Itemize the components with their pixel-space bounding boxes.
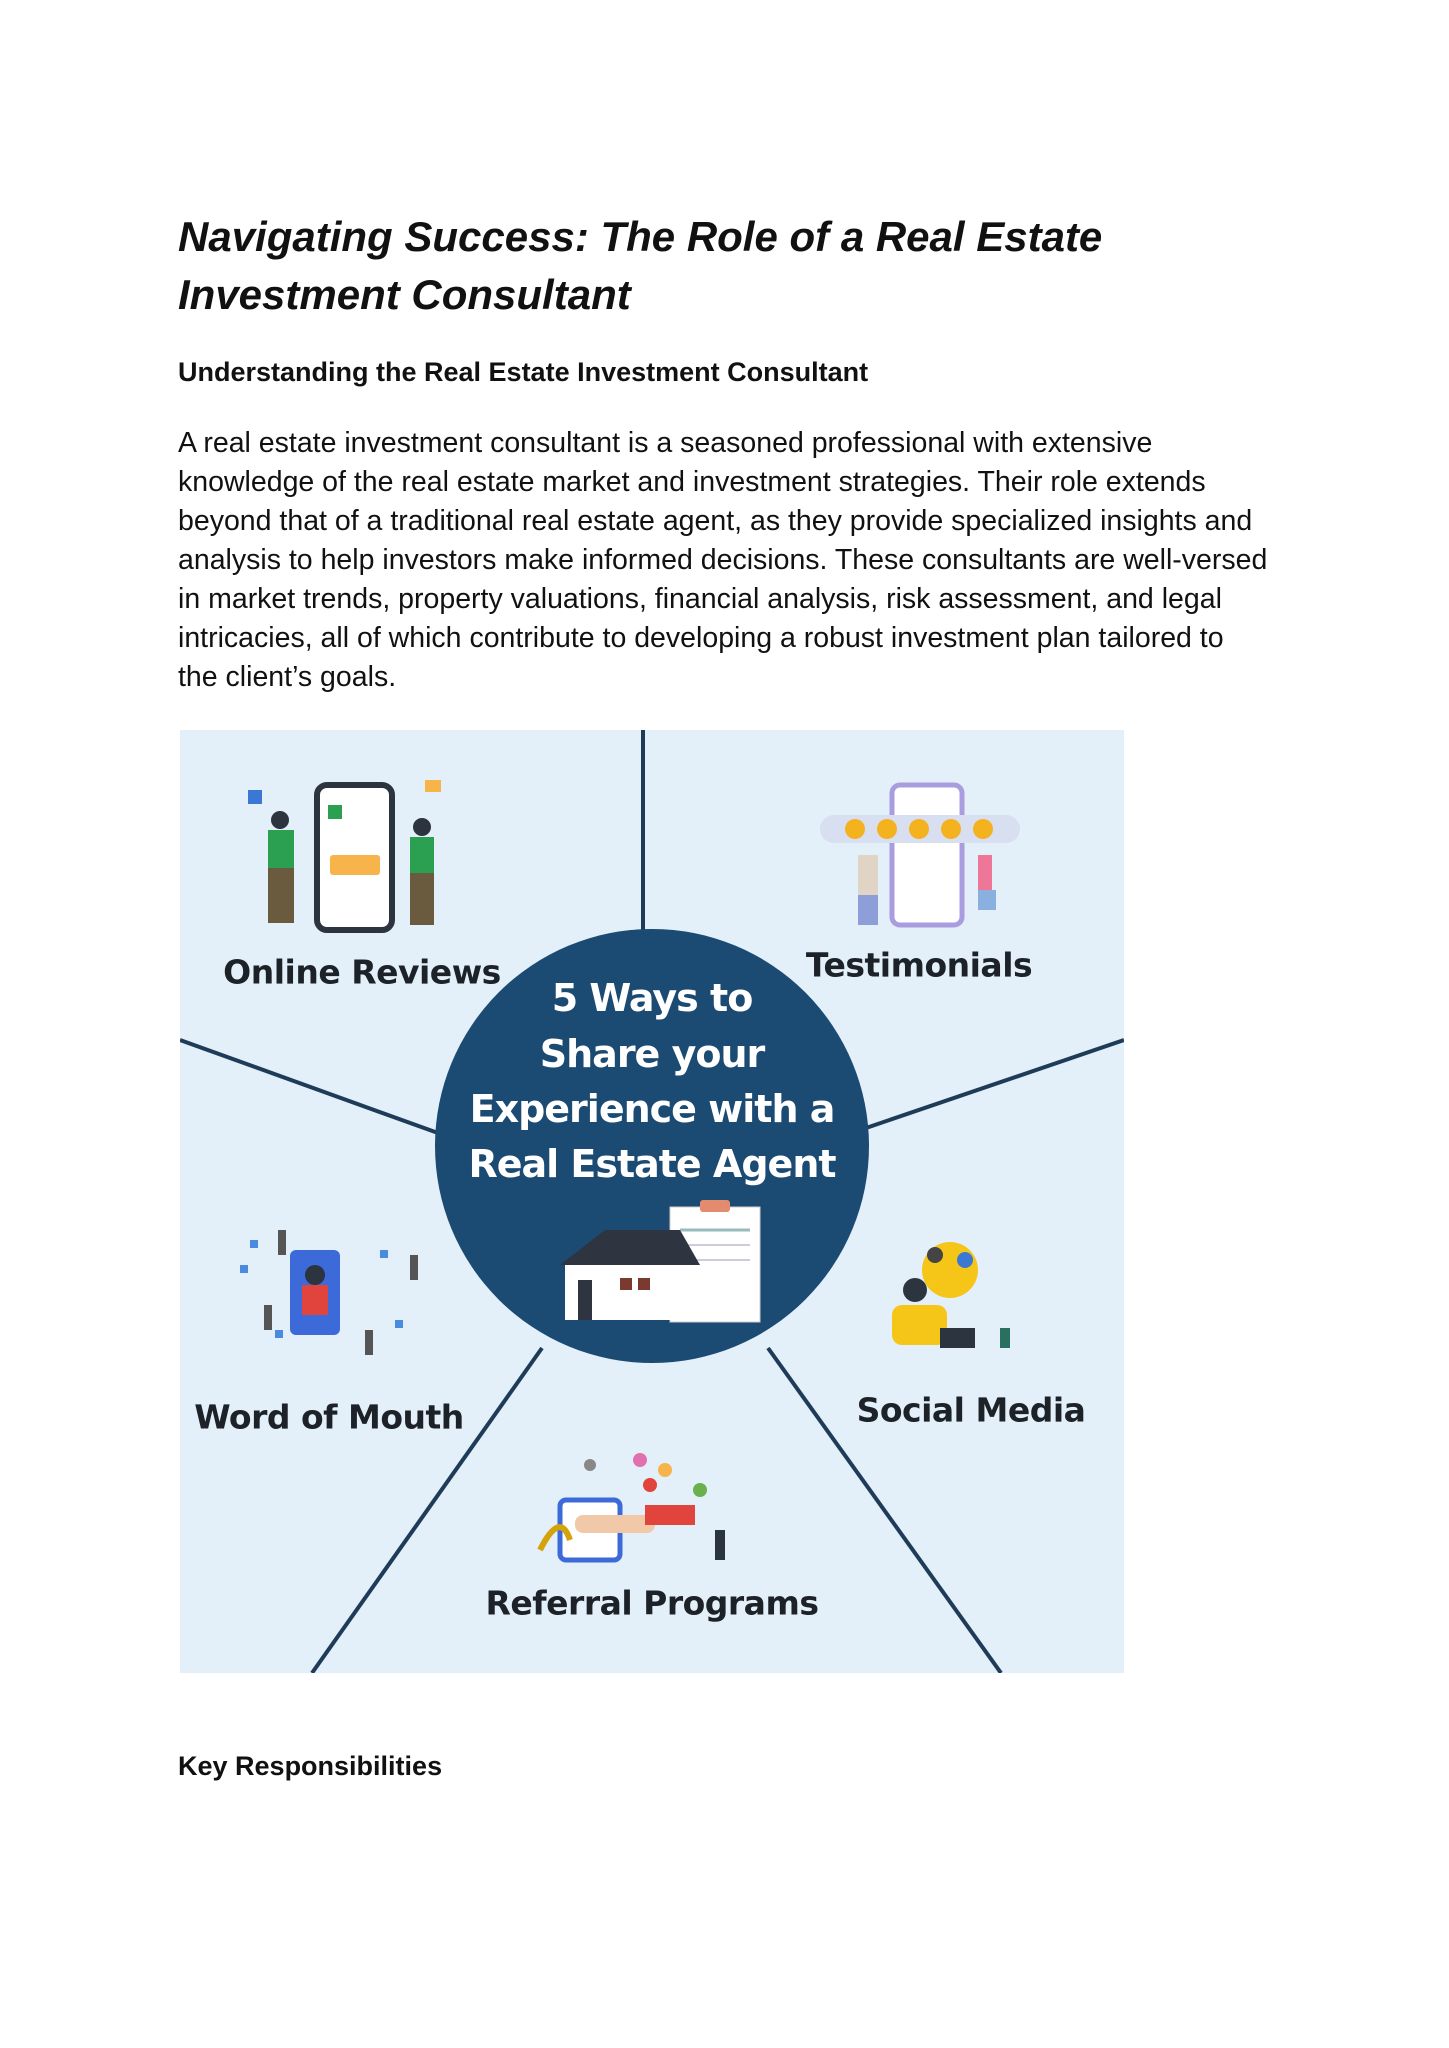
word-of-mouth-illustration [240, 1230, 418, 1355]
five-ways-infographic [180, 730, 1124, 1673]
center-title-line-1: 5 Ways to [551, 976, 753, 1020]
divider-right [866, 1040, 1124, 1128]
divider-left [180, 1040, 438, 1133]
referral-programs-illustration [540, 1453, 725, 1560]
section-heading-understanding: Understanding the Real Estate Investment Consultant [178, 357, 869, 387]
label-testimonials: Testimonials [805, 945, 1033, 985]
center-title-line-4: Real Estate Agent [468, 1142, 836, 1186]
label-word-of-mouth: Word of Mouth [194, 1397, 464, 1437]
online-reviews-illustration [248, 780, 441, 930]
center-title-line-2: Share your [539, 1032, 765, 1076]
label-social-media: Social Media [856, 1390, 1086, 1430]
label-referral-programs: Referral Programs [485, 1583, 819, 1623]
infographic-divider-lines [180, 730, 1124, 1673]
section-heading-key-responsibilities: Key Responsibilities [178, 1751, 443, 1781]
page-title: Navigating Success: The Role of a Real Estate Investment Consultant [178, 213, 1103, 318]
center-title-line-3: Experience with a [469, 1087, 835, 1131]
label-online-reviews: Online Reviews [223, 952, 501, 992]
social-media-illustration [892, 1242, 1010, 1348]
testimonials-illustration [820, 785, 1020, 925]
section-body-paragraph: A real estate investment consultant is a seasoned professional with extensive knowledge of the real estate market and investment strategies. Their role extends beyond that of a traditional real estate agent, as they provide specialized insights and analysis to help investors make informed decisions. These consultants are well-versed in market trends, property valuations, financial analysis, risk assessment, and legal intricacies, all of which contribute to developing a robust investment plan tailored to the client’s goals. [178, 427, 1268, 693]
